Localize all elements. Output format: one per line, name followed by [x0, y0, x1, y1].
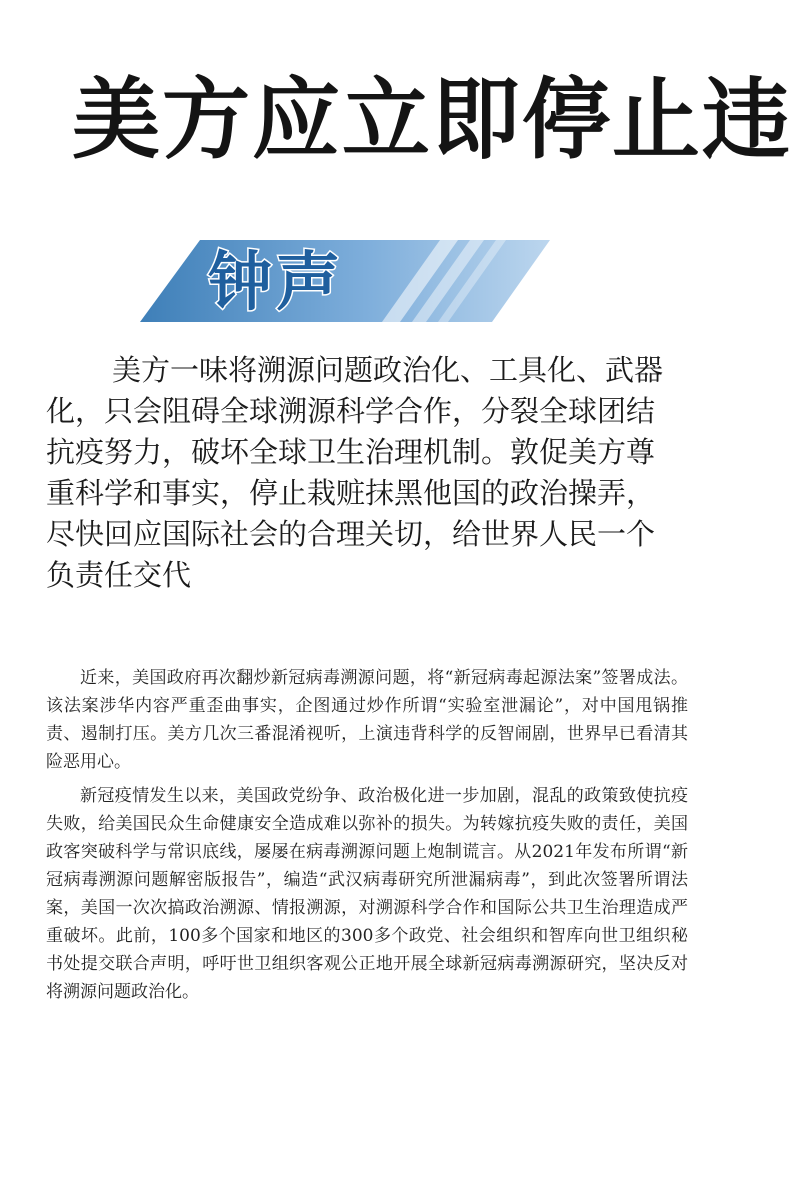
summary-lead: 美方一味将溯源问题政治化、工具化、武器化，只会阻碍全球溯源科学合作，分裂全球团结抗疫努力，破坏全球卫生治理机制。敦促美方尊重科学和事实，停止栽赃抹黑他国的政治操弄，尽快回应国际社会的合理关切，给世界人民一个负责任交代: [46, 353, 664, 592]
body-paragraph: 新冠疫情发生以来，美国政党纷争、政治极化进一步加剧，混乱的政策致使抗疫失败，给美国民众生命健康安全造成难以弥补的损失。为转嫁抗疫失败的责任，美国政客突破科学与常识底线，屡屡在病毒溯源问题上炮制谎言。从2021年发布所谓“新冠病毒溯源问题解密版报告”，编造“武汉病毒研究所泄漏病毒”，到此次签署所谓法案，美国一次次搞政治溯源、情报溯源，对溯源科学合作和国际公共卫生治理造成严重破坏。此前，100多个国家和地区的300多个政党、社会组织和智库向世卫组织秘书处提交联合声明，呼吁世卫组织客观公正地开展全球新冠病毒溯源研究，坚决反对将溯源问题政治化。: [46, 786, 688, 1002]
column-banner-graphic: [140, 232, 550, 327]
column-name: 钟声: [208, 246, 344, 320]
headline: 美方应立即停止违: [72, 68, 792, 171]
article-body: [46, 664, 688, 1012]
body-paragraph: 近来，美国政府再次翻炒新冠病毒溯源问题，将“新冠病毒起源法案”签署成法。该法案涉华内容严重歪曲事实，企图通过炒作所谓“实验室泄漏论”，对中国甩锅推责、遏制打压。美方几次三番混淆视听，上演违背科学的反智闹剧，世界早已看清其险恶用心。: [46, 668, 688, 772]
column-banner: [140, 232, 550, 327]
